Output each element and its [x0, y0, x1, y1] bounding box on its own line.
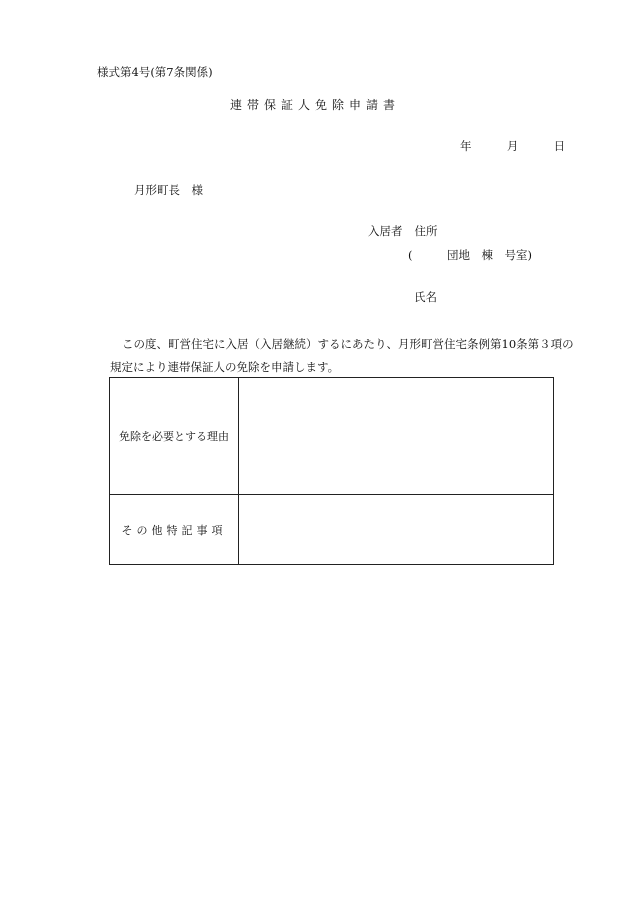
table-row [110, 495, 554, 565]
application-statement: この度、町営住宅に入居（入居継続）するにあたり、月形町営住宅条例第10条第３項の規定により連帯保証人の免除を申請します。 [110, 337, 574, 374]
other-notes-field[interactable] [239, 495, 554, 565]
address-label: 住所 [414, 224, 438, 238]
applicant-label: 入居者 [368, 224, 403, 238]
name-label: 氏名 [414, 290, 437, 304]
form-number: 様式第4号(第7条関係) [97, 65, 213, 79]
recipient: 月形町長 様 [134, 183, 203, 197]
document-title: 連帯保証人免除申請書 [229, 98, 400, 112]
table-row [110, 378, 554, 495]
date-year-label: 年 [460, 139, 472, 153]
other-notes-label: その他特記事項 [110, 495, 239, 565]
applicant-building-line: ( 団地 棟 号室) [408, 248, 532, 262]
date-day-label: 日 [553, 139, 566, 153]
detail-table [109, 377, 554, 565]
applicant-address-line [368, 226, 438, 238]
reason-label: 免除を必要とする理由 [110, 378, 239, 495]
date-month-label: 月 [506, 139, 519, 153]
reason-field[interactable] [239, 378, 554, 495]
date-line [460, 141, 565, 153]
